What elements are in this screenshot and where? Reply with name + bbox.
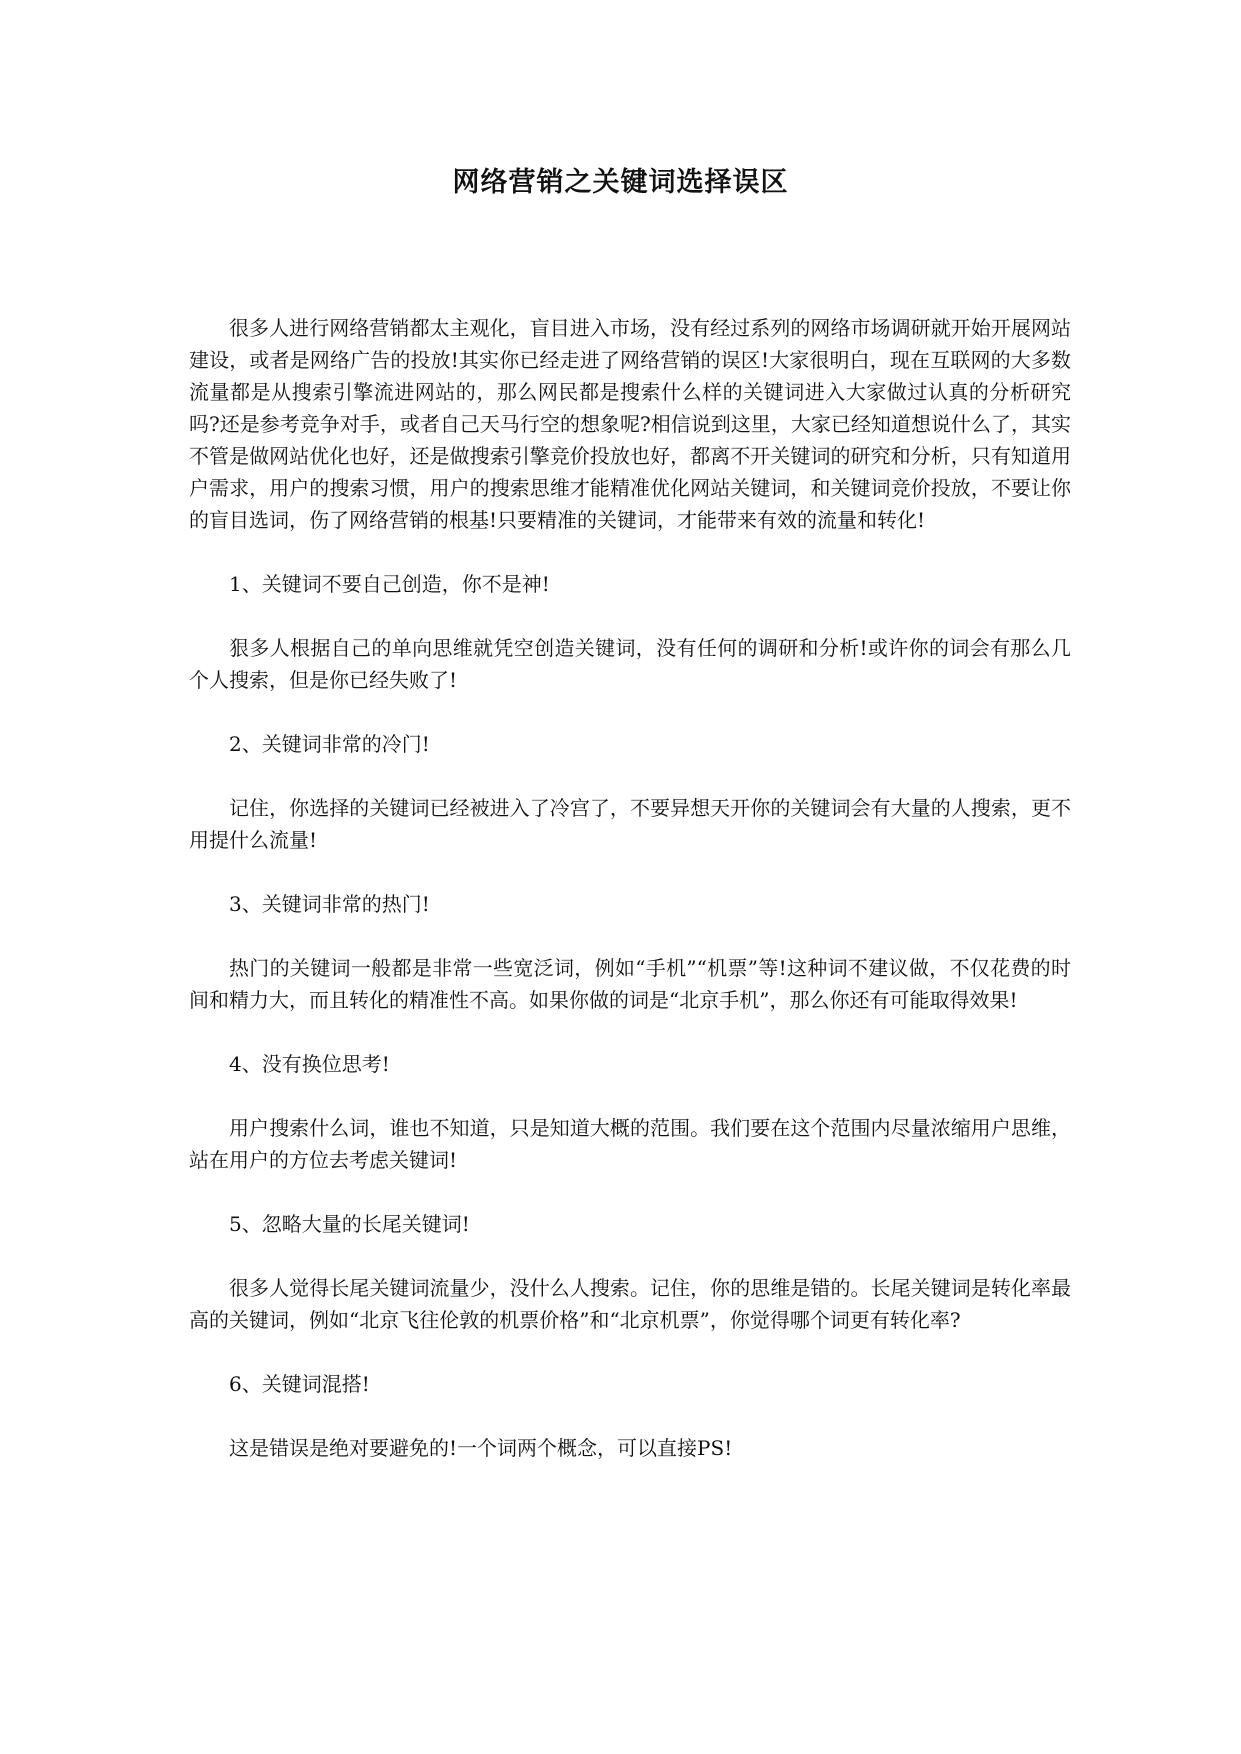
- section-heading-4: 4、没有换位思考!: [229, 1052, 390, 1076]
- section-paragraph-6: 这是错误是绝对要避免的!一个词两个概念，可以直接PS!: [229, 1436, 733, 1460]
- section-heading-5: 5、忽略大量的长尾关键词!: [229, 1212, 470, 1236]
- section-heading-3: 3、关键词非常的热门!: [229, 892, 430, 916]
- document-title: 网络营销之关键词选择误区: [452, 167, 789, 198]
- section-paragraph-3: 热门的关键词一般都是非常一些宽泛词，例如“手机”“机票”等!这种词不建议做，不仅花费的时间和精力大，而且转化的精准性不高。如果你做的词是“北京手机”，那么你还有可能取得效果!: [189, 956, 1071, 1012]
- section-paragraph-2: 记住，你选择的关键词已经被进入了冷宫了，不要异想天开你的关键词会有大量的人搜索，更不用提什么流量!: [189, 796, 1071, 852]
- section-paragraph-1: 狠多人根据自己的单向思维就凭空创造关键词，没有任何的调研和分析!或许你的词会有那么几个人搜索，但是你已经失败了!: [189, 636, 1071, 692]
- section-paragraph-4: 用户搜索什么词，谁也不知道，只是知道大概的范围。我们要在这个范围内尽量浓缩用户思维，站在用户的方位去考虑关键词!: [189, 1116, 1071, 1172]
- section-paragraph-5: 很多人觉得长尾关键词流量少，没什么人搜索。记住，你的思维是错的。长尾关键词是转化率最高的关键词，例如“北京飞往伦敦的机票价格”和“北京机票”，你觉得哪个词更有转化率?: [189, 1276, 1071, 1332]
- document-body: [189, 312, 1071, 1496]
- section-heading-6: 6、关键词混搭!: [229, 1372, 370, 1396]
- section-heading-2: 2、关键词非常的冷门!: [229, 732, 430, 756]
- intro-paragraph: 很多人进行网络营销都太主观化，盲目进入市场，没有经过系列的网络市场调研就开始开展网站建设，或者是网络广告的投放!其实你已经走进了网络营销的误区!大家很明白，现在互联网的大多数流量都是从搜索引擎流进网站的，那么网民都是搜索什么样的关键词进入大家做过认真的分析研究吗?还是参考竞争对手，或者自己天马行空的想象呢?相信说到这里，大家已经知道想说什么了，其实不管是做网站优化也好，还是做搜索引擎竞价投放也好，都离不开关键词的研究和分析，只有知道用户需求，用户的搜索习惯，用户的搜索思维才能精准优化网站关键词，和关键词竞价投放，不要让你的盲目选词，伤了网络营销的根基!只要精准的关键词，才能带来有效的流量和转化!: [189, 316, 1071, 532]
- section-heading-1: 1、关键词不要自己创造，你不是神!: [229, 572, 550, 596]
